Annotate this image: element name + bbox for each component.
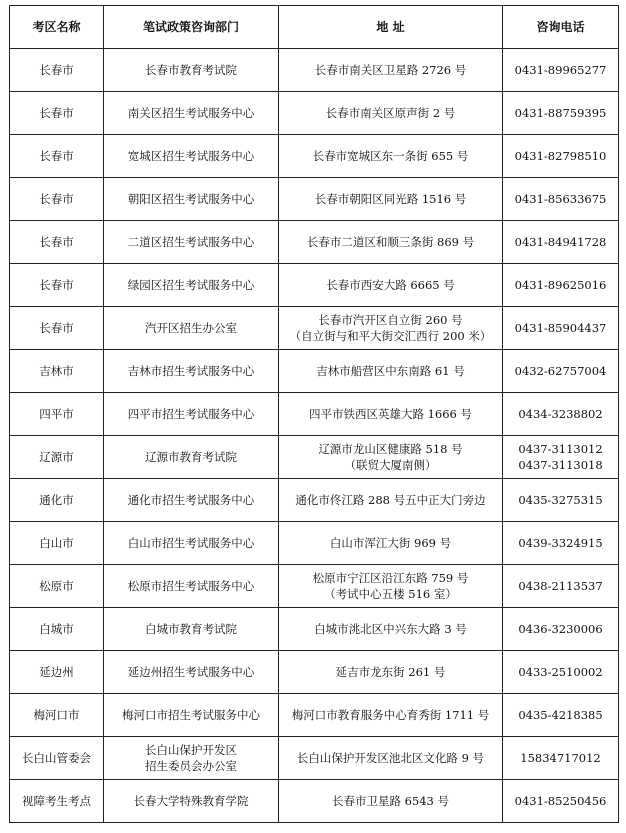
cell-dept-line: 南关区招生考试服务中心 (127, 106, 255, 120)
cell-phone (503, 49, 619, 92)
cell-address (279, 307, 503, 350)
cell-dept (104, 565, 279, 608)
cell-phone-line: 0431-85250456 (514, 794, 607, 808)
cell-phone (503, 737, 619, 780)
cell-address-line: （联贸大厦南侧） (344, 458, 437, 472)
cell-region: 白城市 (10, 608, 104, 651)
cell-dept-line: 朝阳区招生考试服务中心 (127, 192, 255, 206)
cell-dept (104, 522, 279, 565)
cell-phone-line: 0437-3113018 (518, 458, 603, 472)
cell-dept-line: 辽源市教育考试院 (145, 450, 237, 464)
table-row (10, 737, 619, 780)
cell-region: 长春市 (10, 135, 104, 178)
cell-phone-line: 0436-3230006 (518, 622, 603, 636)
cell-region: 通化市 (10, 479, 104, 522)
header-row (10, 6, 619, 49)
cell-region: 长白山管委会 (10, 737, 104, 780)
cell-dept-line: 梅河口市招生考试服务中心 (122, 708, 260, 722)
table-row (10, 436, 619, 479)
cell-address (279, 221, 503, 264)
cell-phone (503, 694, 619, 737)
cell-dept (104, 350, 279, 393)
cell-phone-line: 0433-2510002 (518, 665, 603, 679)
cell-address-line: 通化市佟江路 288 号五中正大门旁边 (295, 493, 486, 507)
cell-address-line: 白山市浑江大街 969 号 (329, 536, 452, 550)
cell-address-line: 延吉市龙东街 261 号 (335, 665, 446, 679)
cell-phone-line: 0431-88759395 (514, 106, 607, 120)
cell-dept (104, 608, 279, 651)
table-row (10, 264, 619, 307)
cell-phone-line: 0431-84941728 (514, 235, 607, 249)
cell-dept-line: 二道区招生考试服务中心 (127, 235, 255, 249)
table-row (10, 221, 619, 264)
table-row (10, 565, 619, 608)
cell-dept (104, 49, 279, 92)
cell-region: 吉林市 (10, 350, 104, 393)
cell-dept-line: 长白山保护开发区 (145, 743, 237, 757)
cell-address (279, 737, 503, 780)
cell-dept (104, 436, 279, 479)
cell-phone-line: 15834717012 (520, 751, 601, 765)
cell-address-line: 长春市西安大路 6665 号 (326, 278, 455, 292)
cell-dept-line: 宽城区招生考试服务中心 (127, 149, 255, 163)
cell-phone (503, 92, 619, 135)
cell-region: 白山市 (10, 522, 104, 565)
cell-dept-line: 四平市招生考试服务中心 (127, 407, 255, 421)
table-row (10, 780, 619, 823)
cell-dept (104, 135, 279, 178)
cell-address (279, 694, 503, 737)
cell-region: 长春市 (10, 49, 104, 92)
cell-dept (104, 393, 279, 436)
cell-dept-line: 长春大学特殊教育学院 (133, 794, 249, 808)
cell-address (279, 135, 503, 178)
cell-region: 长春市 (10, 307, 104, 350)
cell-phone-line: 0431-89625016 (514, 278, 607, 292)
cell-dept (104, 694, 279, 737)
table-row (10, 178, 619, 221)
cell-address (279, 264, 503, 307)
table-row (10, 393, 619, 436)
cell-phone (503, 608, 619, 651)
cell-dept (104, 221, 279, 264)
cell-phone (503, 135, 619, 178)
cell-dept-line: 长春市教育考试院 (145, 63, 237, 77)
cell-address-line: 吉林市船营区中东南路 61 号 (316, 364, 465, 378)
header-dept: 笔试政策咨询部门 (104, 6, 279, 49)
table-row (10, 49, 619, 92)
cell-address-line: 四平市铁西区英雄大路 1666 号 (308, 407, 473, 421)
cell-address (279, 393, 503, 436)
cell-dept-line: 汽开区招生办公室 (145, 321, 237, 335)
header-address: 地 址 (279, 6, 503, 49)
cell-address-line: 长春市汽开区自立街 260 号 (318, 313, 463, 327)
exam-contact-table (9, 5, 619, 823)
table-row (10, 350, 619, 393)
cell-dept (104, 178, 279, 221)
cell-region: 长春市 (10, 221, 104, 264)
cell-dept-line: 白山市招生考试服务中心 (127, 536, 255, 550)
cell-phone (503, 436, 619, 479)
cell-address (279, 436, 503, 479)
cell-dept (104, 307, 279, 350)
table-row (10, 479, 619, 522)
cell-dept (104, 780, 279, 823)
cell-phone (503, 221, 619, 264)
cell-address-line: 长白山保护开发区池北区文化路 9 号 (296, 751, 485, 765)
cell-region: 松原市 (10, 565, 104, 608)
cell-address (279, 49, 503, 92)
table-row (10, 92, 619, 135)
cell-phone-line: 0435-4218385 (518, 708, 603, 722)
cell-address-line: 长春市朝阳区同光路 1516 号 (314, 192, 467, 206)
cell-region: 梅河口市 (10, 694, 104, 737)
table-row (10, 651, 619, 694)
header-region: 考区名称 (10, 6, 104, 49)
cell-dept-line: 延边州招生考试服务中心 (127, 665, 255, 679)
cell-dept-line: 白城市教育考试院 (145, 622, 237, 636)
cell-phone-line: 0431-82798510 (514, 149, 607, 163)
cell-address (279, 178, 503, 221)
cell-phone-line: 0431-85904437 (514, 321, 607, 335)
header-phone: 咨询电话 (503, 6, 619, 49)
cell-dept (104, 92, 279, 135)
table-row (10, 135, 619, 178)
cell-phone (503, 479, 619, 522)
cell-phone-line: 0437-3113012 (518, 442, 603, 456)
cell-dept (104, 479, 279, 522)
cell-dept-line: 通化市招生考试服务中心 (127, 493, 255, 507)
cell-dept-line: 绿园区招生考试服务中心 (127, 278, 255, 292)
cell-address-line: （自立街与和平大街交汇西行 200 米） (289, 329, 492, 343)
cell-phone-line: 0432-62757004 (514, 364, 607, 378)
cell-region: 长春市 (10, 92, 104, 135)
cell-address (279, 780, 503, 823)
cell-phone (503, 780, 619, 823)
cell-address (279, 92, 503, 135)
cell-phone (503, 264, 619, 307)
table-row (10, 694, 619, 737)
cell-dept-line: 松原市招生考试服务中心 (127, 579, 255, 593)
table-row (10, 608, 619, 651)
cell-address-line: 长春市宽城区东一条街 655 号 (312, 149, 469, 163)
cell-dept-line: 吉林市招生考试服务中心 (127, 364, 255, 378)
cell-address (279, 350, 503, 393)
cell-address-line: 长春市南关区卫星路 2726 号 (314, 63, 467, 77)
cell-address (279, 565, 503, 608)
cell-phone-line: 0431-85633675 (514, 192, 607, 206)
cell-phone (503, 350, 619, 393)
cell-address-line: 辽源市龙山区健康路 518 号 (318, 442, 463, 456)
cell-address (279, 479, 503, 522)
cell-region: 长春市 (10, 178, 104, 221)
cell-address-line: 长春市卫星路 6543 号 (331, 794, 450, 808)
table-row (10, 522, 619, 565)
table-row (10, 307, 619, 350)
cell-phone (503, 307, 619, 350)
cell-dept-line: 招生委员会办公室 (145, 759, 237, 773)
cell-address-line: 长春市南关区原声街 2 号 (325, 106, 456, 120)
cell-dept (104, 651, 279, 694)
cell-region: 视障考生考点 (10, 780, 104, 823)
cell-phone-line: 0438-2113537 (518, 579, 603, 593)
cell-address (279, 522, 503, 565)
cell-dept (104, 737, 279, 780)
table-body (10, 49, 619, 823)
cell-phone (503, 651, 619, 694)
cell-phone-line: 0431-89965277 (514, 63, 607, 77)
cell-phone-line: 0439-3324915 (518, 536, 603, 550)
cell-phone-line: 0434-3238802 (518, 407, 603, 421)
cell-phone (503, 565, 619, 608)
cell-address-line: 松原市宁江区沿江东路 759 号 (312, 571, 469, 585)
cell-region: 辽源市 (10, 436, 104, 479)
cell-phone (503, 178, 619, 221)
cell-dept (104, 264, 279, 307)
cell-region: 延边州 (10, 651, 104, 694)
cell-phone (503, 522, 619, 565)
cell-address-line: 长春市二道区和顺三条街 869 号 (306, 235, 475, 249)
cell-address (279, 651, 503, 694)
cell-address (279, 608, 503, 651)
cell-region: 长春市 (10, 264, 104, 307)
cell-address-line: （考试中心五楼 516 室） (324, 587, 457, 601)
cell-phone (503, 393, 619, 436)
cell-address-line: 梅河口市教育服务中心育秀街 1711 号 (291, 708, 490, 722)
cell-address-line: 白城市洮北区中兴东大路 3 号 (314, 622, 467, 636)
cell-phone-line: 0435-3275315 (518, 493, 603, 507)
cell-region: 四平市 (10, 393, 104, 436)
